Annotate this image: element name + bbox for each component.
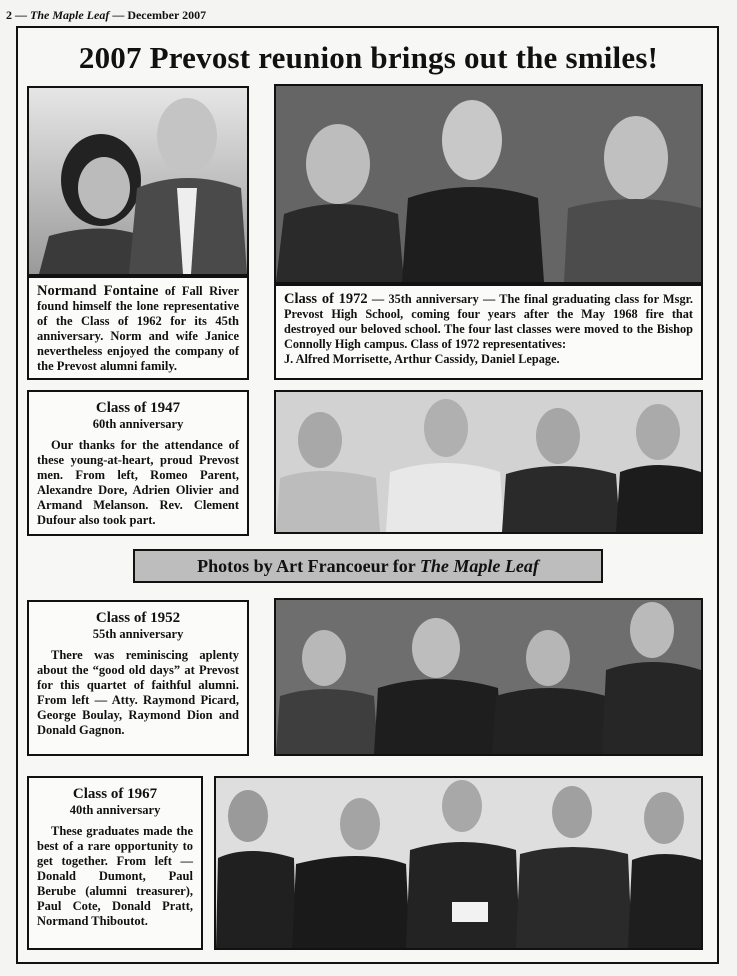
photo-fontaine xyxy=(27,86,249,276)
class-1947-subtitle: 60th anniversary xyxy=(92,417,184,431)
caption-class-1972-text xyxy=(276,286,701,373)
class-1947-body: Our thanks for the attendance of these young-at-heart, proud Prevost men. From left, Romeo Parent, Alexandre Dore, Adrien Olivier and Armand Melanson. Rev. Clement Dufour also took part. xyxy=(37,438,239,527)
class-1952-body: There was reminiscing aplenty about the “good old days” at Prevost for this quartet of faithful alumni. From left — Atty. Raymond Picard, George Boulay, Raymond Dion and Donald Gagnon. xyxy=(37,648,239,737)
caption-class-1972 xyxy=(274,284,703,380)
photo-class-1967 xyxy=(214,776,703,950)
photo-credit-text: Photos by Art Francoeur for xyxy=(197,556,416,576)
caption-class-1947 xyxy=(27,390,249,536)
caption-class-1952 xyxy=(27,600,249,756)
caption-fontaine-name: Normand Fontaine xyxy=(37,283,159,299)
photo-class-1967-image xyxy=(216,778,701,948)
photo-class-1952-image xyxy=(276,600,701,754)
photo-class-1952 xyxy=(274,598,703,756)
class-1947-title: Class of 1947 xyxy=(95,400,181,416)
page-number: 2 xyxy=(6,8,12,22)
caption-fontaine xyxy=(27,276,249,380)
publication-name: The Maple Leaf xyxy=(30,8,110,22)
class-1967-title: Class of 1967 xyxy=(72,786,158,802)
caption-class-1972-title: Class of 1972 xyxy=(284,291,368,307)
caption-fontaine-body: of Fall River found himself the lone representative of the Class of 1962 for its 45th anniversary. Norm and wife Janice nevertheless enjoyed the company of the Prevost alumni family. xyxy=(37,284,239,373)
photo-class-1947 xyxy=(274,390,703,534)
caption-class-1967 xyxy=(27,776,203,950)
photo-fontaine-image xyxy=(29,88,247,274)
caption-fontaine-text xyxy=(29,278,247,380)
photo-class-1972-image xyxy=(276,86,701,282)
photo-credit-publication: The Maple Leaf xyxy=(419,556,539,576)
class-1952-title: Class of 1952 xyxy=(95,610,181,626)
class-1952-subtitle: 55th anniversary xyxy=(92,627,184,641)
page-folio: 2 — The Maple Leaf — December 2007 xyxy=(6,8,207,22)
headline: 2007 Prevost reunion brings out the smiles! xyxy=(78,40,659,75)
issue-date: December 2007 xyxy=(127,8,207,22)
photo-credit-banner xyxy=(133,549,603,583)
photo-class-1972 xyxy=(274,84,703,284)
class-1967-subtitle: 40th anniversary xyxy=(69,803,161,817)
caption-class-1972-names: J. Alfred Morrisette, Arthur Cassidy, Daniel Lepage. xyxy=(284,352,560,366)
caption-class-1972-body: — 35th anniversary — The final graduating class for Msgr. Prevost High School, coming four years after the May 1968 fire that destroyed our beloved school. The four last classes were moved to the Bishop Connolly High campus. Class of 1972 representatives: xyxy=(284,292,693,351)
photo-class-1947-image xyxy=(276,392,701,532)
class-1967-body: These graduates made the best of a rare opportunity to get together. From left — Donald Dumont, Paul Berube (alumni treasurer), Paul Cote, Donald Pratt, Normand Thiboutot. xyxy=(37,824,193,928)
